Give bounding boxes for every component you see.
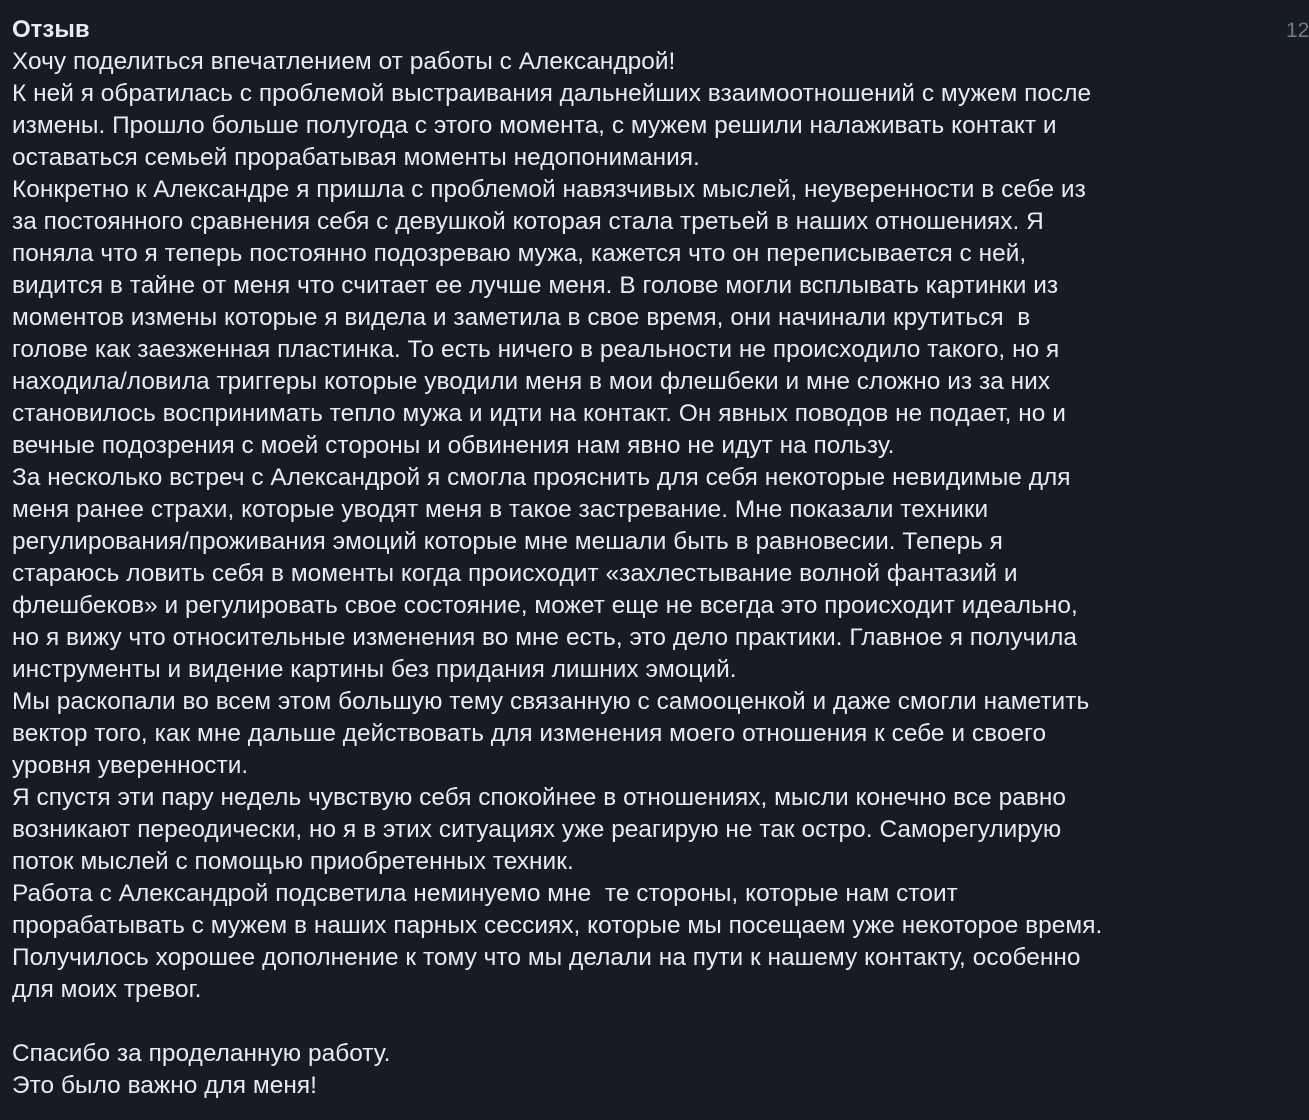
message-line: Работа с Александрой подсветила неминуемо мне те стороны, которые нам стоит: [12, 880, 958, 907]
message-line: поняла что я теперь постоянно подозреваю мужа, кажется что он переписывается с ней,: [12, 240, 1027, 267]
message-line: Получилось хорошее дополнение к тому что мы делали на пути к нашему контакту, особенно: [12, 944, 1081, 971]
message-line: уровня уверенности.: [12, 752, 249, 779]
message-line: видится в тайне от меня что считает ее лучше меня. В голове могли всплывать картинки из: [12, 272, 1059, 299]
message-line: стараюсь ловить себя в моменты когда происходит «захлестывание волной фантазий и: [12, 560, 1018, 587]
message-line: голове как заезженная пластинка. То есть ничего в реальности не происходило такого, но я: [12, 336, 1060, 363]
message-sender-name[interactable]: Отзыв: [12, 16, 90, 43]
message-line: вектор того, как мне дальше действовать для изменения моего отношения к себе и своего: [12, 720, 1047, 747]
message-line: измены. Прошло больше полугода с этого момента, с мужем решили налаживать контакт и: [12, 112, 1057, 139]
message-line: поток мыслей с помощью приобретенных техник.: [12, 848, 574, 875]
message-line: За несколько встреч с Александрой я смогла прояснить для себя некоторые невидимые для: [12, 464, 1071, 491]
message-line: Спасибо за проделанную работу.: [12, 1040, 391, 1067]
message-line: становилось воспринимать тепло мужа и идти на контакт. Он явных поводов не подает, но и: [12, 400, 1066, 427]
message-line: вечные подозрения с моей стороны и обвинения нам явно не идут на пользу.: [12, 432, 895, 459]
message-line: находила/ловила триггеры которые уводили меня в мои флешбеки и мне сложно из за них: [12, 368, 1051, 395]
message-line: прорабатывать с мужем в наших парных сессиях, которые мы посещаем уже некоторое время.: [12, 912, 1103, 939]
message-line: возникают переодически, но я в этих ситуациях уже реагирую не так остро. Саморегулирую: [12, 816, 1062, 843]
message-line: Конкретно к Александре я пришла с проблемой навязчивых мыслей, неуверенности в себе из: [12, 176, 1086, 203]
message-line: но я вижу что относительные изменения во мне есть, это дело практики. Главное я получила: [12, 624, 1077, 651]
message-line: инструменты и видение картины без придания лишних эмоций.: [12, 656, 737, 683]
message-line: К ней я обратилась с проблемой выстраивания дальнейших взаимоотношений с мужем после: [12, 80, 1092, 107]
message-line: моментов измены которые я видела и заметила в свое время, они начинали крутиться в: [12, 304, 1031, 331]
message-line: Мы раскопали во всем этом большую тему связанную с самооценкой и даже смогли наметить: [12, 688, 1090, 715]
message-line: для моих тревог.: [12, 976, 202, 1003]
message-blank-line: [12, 1006, 1294, 1038]
message-line: флешбеков» и регулировать свое состояние, может еще не всегда это происходит идеально,: [12, 592, 1078, 619]
message-line: Это было важно для меня!: [12, 1072, 317, 1099]
message-line: Я спустя эти пару недель чувствую себя спокойнее в отношениях, мысли конечно все равно: [12, 784, 1066, 811]
message-line: регулирования/проживания эмоций которые мне мешали быть в равновесии. Теперь я: [12, 528, 1003, 555]
message-text: [12, 46, 1294, 1102]
message-timestamp: 12: [1286, 19, 1309, 42]
message-line: за постоянного сравнения себя с девушкой которая стала третьей в наших отношениях. Я: [12, 208, 1044, 235]
message-line: оставаться семьей прорабатывая моменты недопонимания.: [12, 144, 700, 171]
message-line: меня ранее страхи, которые уводят меня в такое застревание. Мне показали техники: [12, 496, 989, 523]
message-line: Хочу поделиться впечатлением от работы с Александрой!: [12, 48, 676, 75]
